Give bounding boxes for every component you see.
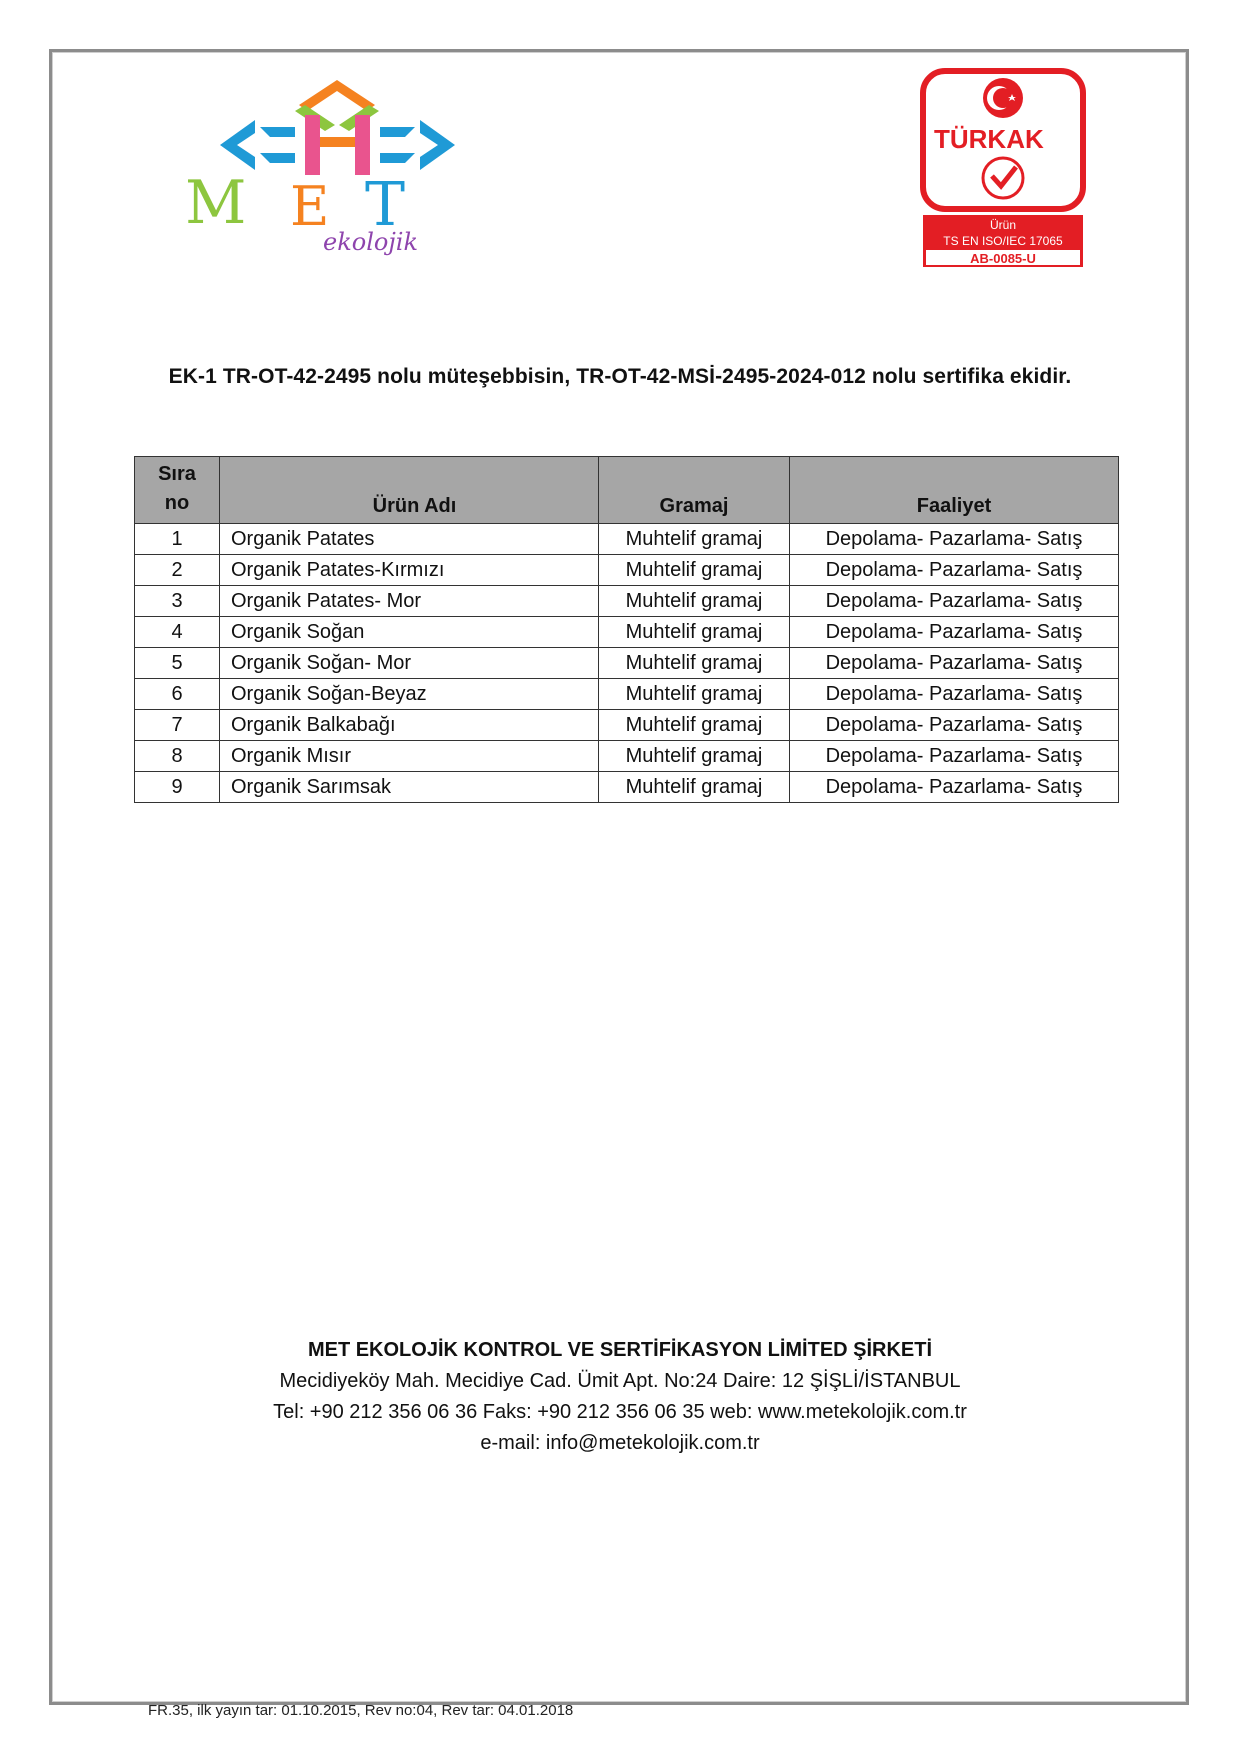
header-sira-label: Sıra: [158, 463, 196, 485]
logo-subtext: ekolojik: [323, 228, 418, 256]
turkak-wordmark: TÜRKAK: [934, 124, 1044, 154]
row-gramaj: Muhtelif gramaj: [599, 586, 790, 617]
turkak-scope: Ürün: [989, 218, 1017, 232]
row-number: 4: [135, 617, 220, 648]
table-row: [135, 617, 1119, 648]
company-email: e-mail: info@metekolojik.com.tr: [480, 1432, 760, 1454]
row-faaliyet: Depolama- Pazarlama- Satış: [790, 586, 1119, 617]
row-gramaj: Muhtelif gramaj: [599, 617, 790, 648]
form-revision-code: FR.35, ilk yayın tar: 01.10.2015, Rev no:04, Rev tar: 04.01.2018: [148, 1702, 574, 1719]
company-name: MET EKOLOJİK KONTROL VE SERTİFİKASYON LİMİTED ŞİRKETİ: [307, 1339, 933, 1361]
logo-house-mark: [220, 80, 455, 175]
row-gramaj: Muhtelif gramaj: [599, 710, 790, 741]
row-faaliyet: Depolama- Pazarlama- Satış: [790, 679, 1119, 710]
product-table: [134, 456, 1119, 803]
logo-letter-t: T: [365, 170, 406, 240]
row-number: 2: [135, 555, 220, 586]
header-faaliyet: Faaliyet: [790, 457, 1119, 524]
header-gramaj: Gramaj: [599, 457, 790, 524]
row-faaliyet: Depolama- Pazarlama- Satış: [790, 524, 1119, 555]
row-product-name: Organik Patates-Kırmızı: [220, 555, 599, 586]
logo-letter-e: E: [290, 175, 330, 238]
turkak-code: AB-0085-U: [970, 251, 1036, 266]
table-row: [135, 710, 1119, 741]
row-gramaj: Muhtelif gramaj: [599, 648, 790, 679]
table-row: [135, 679, 1119, 710]
header-sira-no: [135, 457, 220, 524]
row-number: 5: [135, 648, 220, 679]
row-gramaj: Muhtelif gramaj: [599, 679, 790, 710]
row-product-name: Organik Soğan-Beyaz: [220, 679, 599, 710]
row-faaliyet: Depolama- Pazarlama- Satış: [790, 617, 1119, 648]
table-header-row: [135, 457, 1119, 524]
row-number: 9: [135, 772, 220, 803]
table-row: [135, 648, 1119, 679]
company-contact: Tel: +90 212 356 06 36 Faks: +90 212 356 06 35 web: www.metekolojik.com.tr: [273, 1401, 967, 1423]
row-number: 7: [135, 710, 220, 741]
row-product-name: Organik Soğan: [220, 617, 599, 648]
row-number: 1: [135, 524, 220, 555]
row-gramaj: Muhtelif gramaj: [599, 524, 790, 555]
table-row: [135, 524, 1119, 555]
table-row: [135, 772, 1119, 803]
row-product-name: Organik Balkabağı: [220, 710, 599, 741]
table-row: [135, 555, 1119, 586]
table-row: [135, 586, 1119, 617]
document-title: EK-1 TR-OT-42-2495 nolu müteşebbisin, TR-OT-42-MSİ-2495-2024-012 nolu sertifika ekidir.: [168, 365, 1072, 388]
row-number: 3: [135, 586, 220, 617]
row-product-name: Organik Patates- Mor: [220, 586, 599, 617]
turkak-accreditation-logo: [920, 68, 1086, 268]
header-no-label: no: [164, 492, 190, 514]
row-product-name: Organik Mısır: [220, 741, 599, 772]
row-faaliyet: Depolama- Pazarlama- Satış: [790, 648, 1119, 679]
row-faaliyet: Depolama- Pazarlama- Satış: [790, 741, 1119, 772]
row-faaliyet: Depolama- Pazarlama- Satış: [790, 710, 1119, 741]
header-urun-adi: Ürün Adı: [220, 457, 599, 524]
row-product-name: Organik Sarımsak: [220, 772, 599, 803]
row-faaliyet: Depolama- Pazarlama- Satış: [790, 772, 1119, 803]
row-product-name: Organik Patates: [220, 524, 599, 555]
row-gramaj: Muhtelif gramaj: [599, 741, 790, 772]
company-address: Mecidiyeköy Mah. Mecidiye Cad. Ümit Apt. No:24 Daire: 12 ŞİŞLİ/İSTANBUL: [279, 1370, 961, 1392]
logo-letter-m: M: [185, 168, 247, 238]
turkak-standard: TS EN ISO/IEC 17065: [943, 234, 1063, 248]
company-footer: [0, 1335, 1240, 1459]
row-gramaj: Muhtelif gramaj: [599, 555, 790, 586]
row-faaliyet: Depolama- Pazarlama- Satış: [790, 555, 1119, 586]
table-row: [135, 741, 1119, 772]
met-ekolojik-logo: [185, 75, 480, 270]
row-number: 6: [135, 679, 220, 710]
row-product-name: Organik Soğan- Mor: [220, 648, 599, 679]
row-number: 8: [135, 741, 220, 772]
row-gramaj: Muhtelif gramaj: [599, 772, 790, 803]
